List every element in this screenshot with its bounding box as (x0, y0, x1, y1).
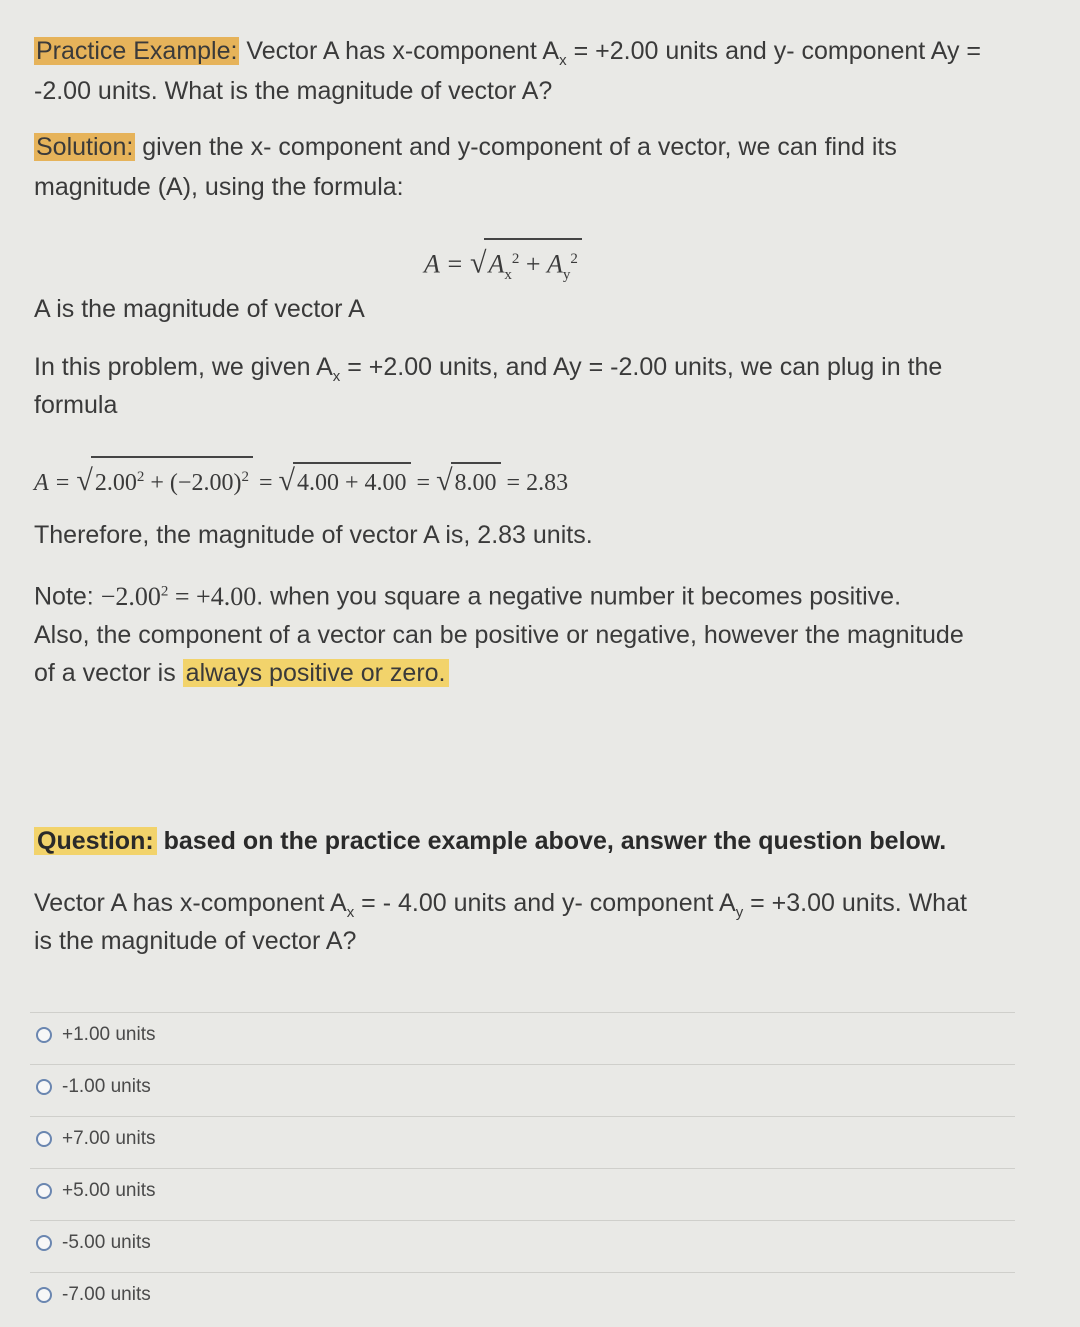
question-line-3: is the magnitude of vector A? (34, 927, 357, 955)
question-text-b: = - 4.00 units and y- component A (354, 889, 736, 917)
sqrt-symbol-3: √ (436, 464, 453, 497)
given-line-2: formula (34, 391, 118, 419)
note-line-1 (34, 572, 901, 616)
answer-option-5[interactable] (36, 1232, 151, 1254)
calc-radicand-1 (91, 456, 253, 502)
formula-ay-sup: 2 (570, 251, 578, 267)
note-math (101, 582, 257, 611)
note-math-base: −2.00 (100, 581, 161, 611)
radio-button[interactable] (36, 1079, 52, 1095)
calc-radicand-2: 4.00 + 4.00 (293, 462, 411, 502)
formula-lhs: A = (424, 249, 470, 279)
option-label: +7.00 units (62, 1128, 156, 1149)
divider (30, 1116, 1015, 1117)
formula-ax: A (488, 249, 505, 279)
note3-text: of a vector is (34, 659, 183, 687)
option-label: -7.00 units (62, 1284, 151, 1305)
formula-ay: A (547, 249, 563, 279)
option-label: -1.00 units (62, 1076, 151, 1097)
solution-line-1 (34, 128, 897, 166)
radio-button[interactable] (36, 1183, 52, 1199)
given-text-rest: = +2.00 units, and Ay = -2.00 units, we can plug in the (340, 353, 943, 381)
magnitude-description: A is the magnitude of vector A (34, 295, 365, 323)
question-line-1 (34, 822, 946, 860)
given-sub: x (332, 368, 341, 385)
sqrt-symbol: √ (469, 246, 487, 280)
option-label: +5.00 units (62, 1180, 156, 1201)
question-label: Question: (34, 827, 157, 855)
solution-text: given the x- component and y-component of a vector, we can find its (135, 133, 897, 161)
note-line-2: Also, the component of a vector can be positive or negative, however the magnitude (34, 621, 964, 649)
answer-option-4[interactable] (36, 1180, 156, 1202)
given-line-1 (34, 348, 942, 396)
formula-plus: + (519, 249, 547, 279)
radio-button[interactable] (36, 1235, 52, 1251)
divider (30, 1272, 1015, 1273)
calc-term1-sup: 2 (136, 469, 145, 485)
option-label: +1.00 units (62, 1024, 156, 1045)
divider (30, 1168, 1015, 1169)
note-math-sup: 2 (160, 583, 169, 599)
formula-ay-sub: y (562, 266, 571, 283)
calc-radicand-3: 8.00 (451, 462, 501, 502)
solution-label: Solution: (36, 133, 134, 161)
calc-eq2: = (410, 470, 437, 496)
practice-line-2: -2.00 units. What is the magnitude of vector A? (34, 77, 553, 105)
calc-term1-sup2: 2 (241, 469, 249, 485)
radio-button[interactable] (36, 1131, 52, 1147)
note-text: . when you square a negative number it becomes positive. (256, 582, 902, 611)
calc-result: = 2.83 (500, 470, 569, 496)
calc-term1: 2.00 (94, 470, 137, 496)
calc-term1-rest: + (−2.00) (144, 470, 242, 496)
divider (30, 1012, 1015, 1013)
formula-ax-sub: x (504, 266, 512, 283)
practice-text: Vector A has x-component A (239, 37, 560, 65)
radio-button[interactable] (36, 1287, 52, 1303)
note-label: Note: (34, 582, 101, 611)
divider (30, 1220, 1015, 1221)
highlight-text: always positive or zero. (183, 659, 449, 687)
question-sub-x: x (346, 904, 355, 921)
calculation (34, 456, 568, 502)
sqrt-symbol-1: √ (76, 464, 93, 497)
practice-text-rest: = +2.00 units and y- component Ay = (566, 37, 982, 65)
practice-sub: x (559, 52, 567, 69)
sqrt-symbol-2: √ (278, 464, 295, 497)
note-math-result: = +4.00 (168, 581, 257, 611)
answer-option-1[interactable] (36, 1024, 156, 1046)
note-line-3 (34, 654, 449, 692)
formula-radicand (484, 238, 581, 294)
answer-option-2[interactable] (36, 1076, 151, 1098)
question-sub-y: y (735, 904, 744, 921)
given-text: In this problem, we given A (34, 353, 333, 381)
radio-button[interactable] (36, 1027, 52, 1043)
practice-label: Practice Example: (36, 37, 238, 65)
question-text-c: = +3.00 units. What (743, 889, 967, 917)
question-instruction: based on the practice example above, answer the question below. (156, 827, 947, 855)
formula-ax-sup: 2 (511, 251, 520, 267)
solution-line-2: magnitude (A), using the formula: (34, 173, 404, 201)
option-label: -5.00 units (62, 1232, 151, 1253)
divider (30, 1064, 1015, 1065)
answer-option-6[interactable] (36, 1284, 151, 1306)
calc-eq1: = (252, 470, 279, 496)
magnitude-formula (424, 238, 582, 294)
therefore-line: Therefore, the magnitude of vector A is, 2.83 units. (34, 521, 593, 549)
question-text-a: Vector A has x-component A (34, 889, 347, 917)
answer-option-3[interactable] (36, 1128, 156, 1150)
calc-lhs: A = (34, 470, 77, 496)
